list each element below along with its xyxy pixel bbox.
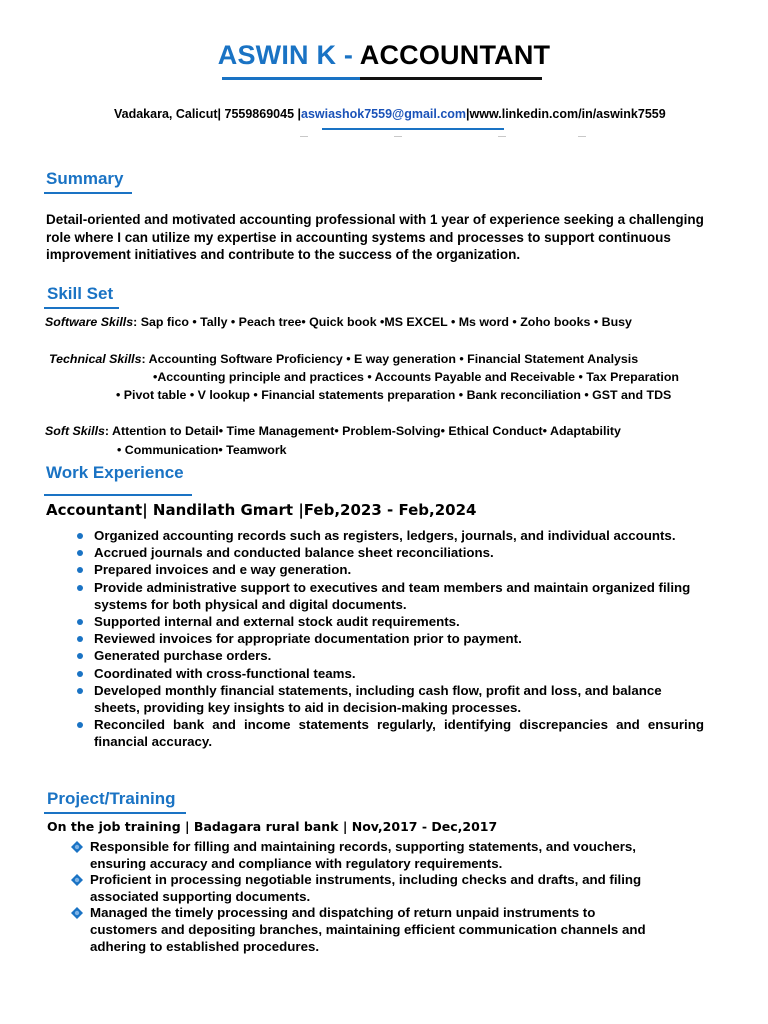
summary-text: Detail-oriented and motivated accounting professional with 1 year of experience seeking a challenging role where I can utilize my expertise in accounting systems and processes to support continuous improvement initiatives and contribute to the success of the organization. <box>46 212 704 262</box>
software-skills-label: Software Skills <box>45 315 134 329</box>
technical-skills-line-1: Technical Skills: Accounting Software Proficiency • E way generation • Financial Statement Analysis <box>49 352 639 366</box>
contact-location-phone: Vadakara, Calicut| 7559869045 | <box>114 107 301 121</box>
experience-heading: Work Experience <box>46 463 184 482</box>
technical-skills-line-3: • Pivot table • V lookup • Financial statements preparation • Bank reconciliation • GST and TDS <box>116 388 672 402</box>
candidate-name: ASWIN K - <box>217 40 360 70</box>
technical-skills-line-2: •Accounting principle and practices • Accounts Payable and Receivable • Tax Preparation <box>153 370 680 384</box>
diamond-bullet-icon <box>71 907 83 919</box>
list-item: Developed monthly financial statements, including cash flow, profit and loss, and balance sheets, providing key insights to aid in decision-making processes. <box>46 682 704 716</box>
list-item: Responsible for filling and maintaining records, supporting statements, and vouchers, ensuring accuracy and compliance with regulatory requirements. <box>44 839 664 872</box>
job-title: Accountant| Nandilath Gmart |Feb,2023 - Feb,2024 <box>46 501 477 519</box>
soft-skills-label: Soft Skills <box>45 424 105 438</box>
list-item: Coordinated with cross-functional teams. <box>46 665 704 682</box>
skills-underline <box>44 307 119 309</box>
list-item: Organized accounting records such as registers, ledgers, journals, and individual accounts. <box>46 527 704 544</box>
experience-bullets <box>46 527 704 751</box>
skills-heading: Skill Set <box>47 284 114 303</box>
list-item: Supported internal and external stock audit requirements. <box>46 613 704 630</box>
list-item: Proficient in processing negotiable instruments, including checks and drafts, and filing associated supporting documents. <box>44 872 664 905</box>
technical-skills-label: Technical Skills <box>49 352 142 366</box>
soft-skills-line-1: Soft Skills: Attention to Detail• Time Management• Problem-Solving• Ethical Conduct• Adaptability <box>45 424 621 438</box>
list-item: Reviewed invoices for appropriate documentation prior to payment. <box>46 630 704 647</box>
summary-heading: Summary <box>46 169 124 188</box>
linkedin-link[interactable]: |www.linkedin.com/in/aswink7559 <box>466 107 666 121</box>
diamond-bullet-icon <box>71 841 83 853</box>
candidate-role: ACCOUNTANT <box>359 40 551 70</box>
projects-heading: Project/Training <box>47 789 176 808</box>
list-item: Managed the timely processing and dispatching of return unpaid instruments to customers and depositing branches, maintaining efficient communication channels and adhering to established procedures. <box>44 905 664 955</box>
soft-skills-line-2: • Communication• Teamwork <box>117 443 287 457</box>
list-item: Reconciled bank and income statements regularly, identifying discrepancies and ensuring financial accuracy. <box>46 716 704 750</box>
list-item: Prepared invoices and e way generation. <box>46 561 704 578</box>
title-underline <box>222 77 542 80</box>
summary-underline <box>44 192 132 194</box>
training-bullets <box>44 839 664 955</box>
training-heading: On the job training | Badagara rural bank | Nov,2017 - Dec,2017 <box>47 819 498 834</box>
list-item: Generated purchase orders. <box>46 647 704 664</box>
resume-name-title <box>0 40 768 71</box>
experience-underline <box>44 494 192 496</box>
list-item: Accrued journals and conducted balance sheet reconciliations. <box>46 544 704 561</box>
software-skills: Software Skills: Sap fico • Tally • Peach tree• Quick book •MS EXCEL • Ms word • Zoho books • Busy <box>45 315 632 329</box>
projects-underline <box>44 812 186 814</box>
contact-divider <box>300 136 600 138</box>
contact-line <box>114 107 666 121</box>
list-item: Provide administrative support to executives and team members and maintain organized filing systems for both physical and digital documents. <box>46 579 704 613</box>
diamond-bullet-icon <box>71 874 83 886</box>
email-link[interactable]: aswiashok7559@gmail.com <box>301 107 467 121</box>
email-underline <box>322 128 504 130</box>
